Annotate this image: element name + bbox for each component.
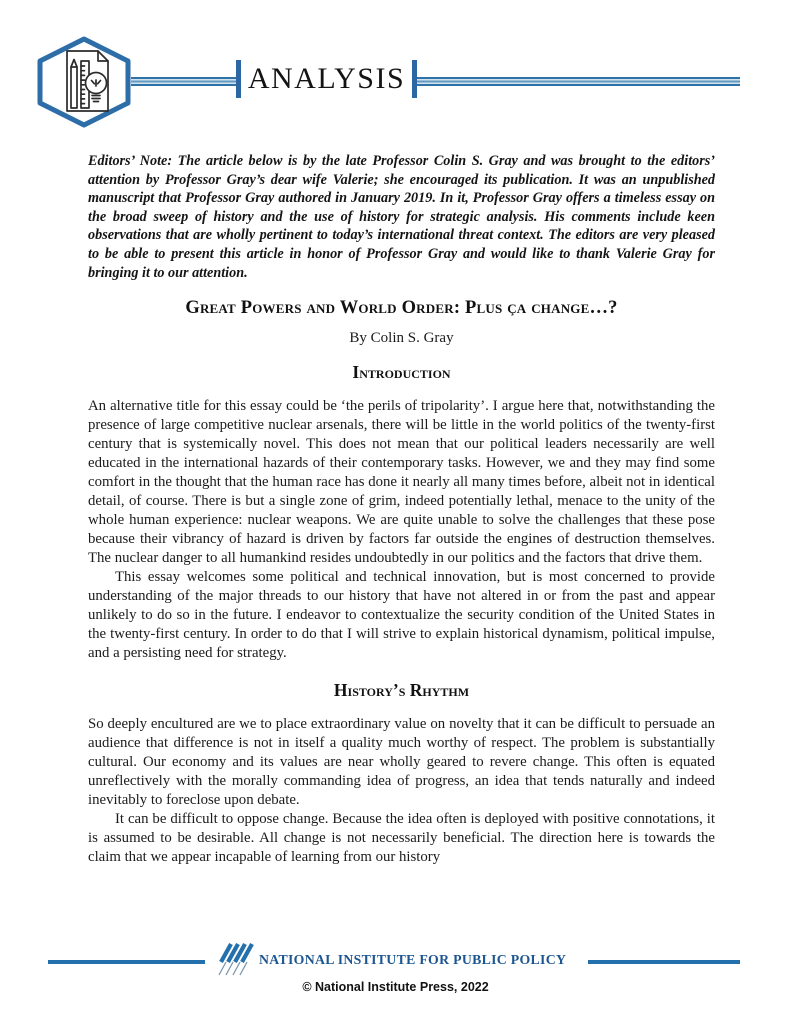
article-byline: By Colin S. Gray xyxy=(349,330,454,347)
section-heading-introduction: Introduction xyxy=(352,362,451,383)
section-heading-historys-rhythm: History’s Rhythm xyxy=(333,680,470,701)
footer-organization: NATIONAL INSTITUTE FOR PUBLIC POLICY xyxy=(259,952,567,967)
paragraph: This essay welcomes some political and technical innovation, but is most concerned to provide understanding of the major threads to our history that have not altered in or from the past and appear unlikely to do so in the future. I endeavor to contextualize the security condition of the United States in the twenty-first century. In order to do that I will strive to explain historical dynamism, political impulse, and a persisting need for strategy. xyxy=(88,569,715,662)
article-content xyxy=(88,152,715,867)
section-historys-rhythm xyxy=(88,680,715,867)
section-introduction xyxy=(88,362,715,663)
masthead-rule-left xyxy=(131,77,237,86)
footer-rule-right xyxy=(588,960,740,964)
editors-note: Editors’ Note: The article below is by the late Professor Colin S. Gray and was brought to the editors’ attention by Professor Gray’s dear wife Valerie; she encouraged its publication. It was an unpublished manuscript that Professor Gray authored in January 2019. In it, Professor Gray offers a timeless essay on the broad sweep of history and the use of history for strategic analysis. His comments include keen observations that are wholly pertinent to today’s international threat context. The editors are very pleased to be able to present this article in honor of Professor Gray and would like to thank Valerie Gray for bringing it to our attention. xyxy=(88,153,715,281)
copyright-line: © National Institute Press, 2022 xyxy=(302,980,489,994)
paragraph: An alternative title for this essay could be ‘the perils of tripolarity’. I argue here that, notwithstanding the presence of large competitive nuclear arsenals, there will be little in the world politics of the twenty-first century that is systemically novel. This does not mean that our political leaders necessarily are well educated in the international hazards of their contemporary tasks. However, we and they may find some comfort in the thought that the human race has done it nearly all many times before, albeit not in identical detail, of course. There is but a single zone of grim, indeed potentially lethal, menace to the unity of the whole human experience: nuclear weapons. We are quite unable to solve the challenges that these pose because their vibrancy of hazard is driven by factors far outside the engines of destruction themselves. The nuclear danger to all humankind resides undoubtedly in our politics and the factors that drive them. xyxy=(88,398,715,567)
nipp-hexagon-logo xyxy=(36,36,132,128)
paragraph: It can be difficult to oppose change. Because the idea often is deployed with positive connotations, it is assumed to be desirable. All change is not necessarily beneficial. The direction here is towards the claim that we appear incapable of learning from our history xyxy=(88,811,715,866)
nipp-fan-logo-icon xyxy=(218,941,256,977)
article-title: Great Powers and World Order: Plus ça change…? xyxy=(185,298,618,319)
footer-rule-left xyxy=(48,960,205,964)
masthead-rule-right xyxy=(417,77,740,86)
pencil-icon xyxy=(71,60,77,109)
paragraph: So deeply encultured are we to place extraordinary value on novelty that it can be difficult to persuade an audience that difference is not in itself a quality much worthy of respect. The problem is substantially cultural. Our economy and its values are near wholly geared to revere change. This often is equated unreflectively with the morally commanding idea of progress, an idea that tends naturally and indeed inevitably to foreclose upon debate. xyxy=(88,716,715,809)
masthead-title: ANALYSIS xyxy=(247,61,406,95)
